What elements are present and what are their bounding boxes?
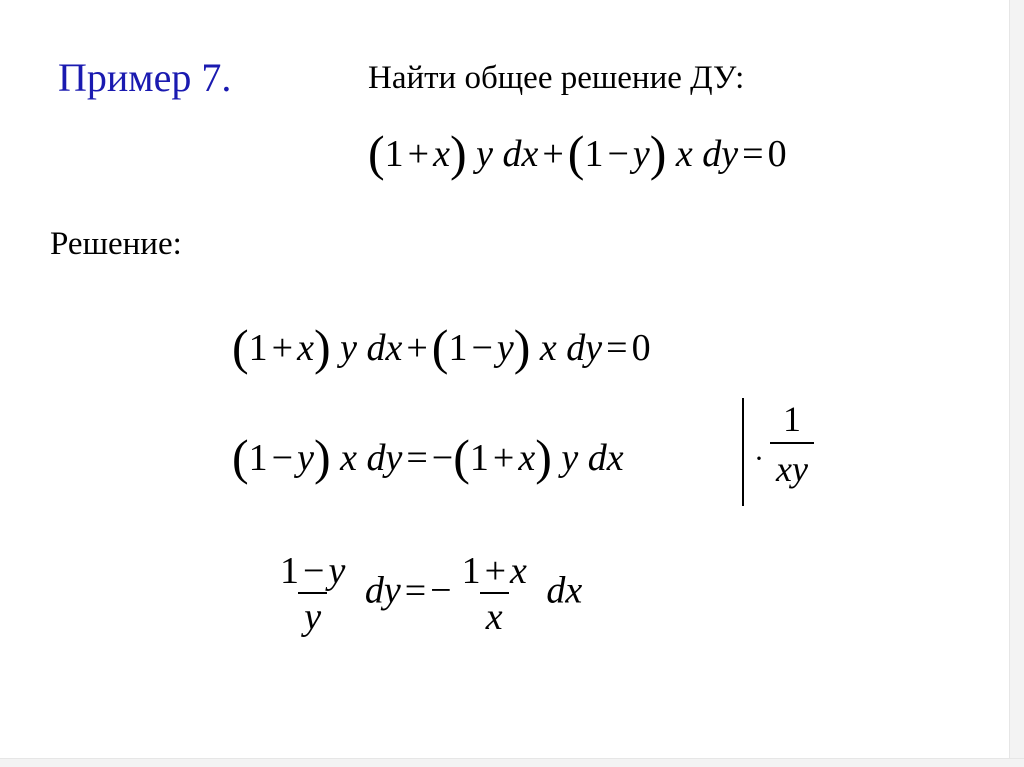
task-statement: Найти общее решение ДУ:	[368, 60, 745, 96]
multiplier-fraction: $\frac{1}{xy}$	[770, 398, 814, 490]
given-equation: (1 + x) y dx +(1 − y) x dy = 0	[368, 125, 787, 181]
solution-equation-2: (1 − y) x dy = −(1 + x) y dx	[232, 429, 624, 485]
slide-title: Пример 7.	[58, 55, 232, 100]
multiply-dot: ·	[754, 442, 764, 475]
slide-right-edge	[1009, 0, 1024, 767]
slide-bottom-edge	[0, 758, 1024, 767]
multiplier-annotation	[742, 398, 808, 506]
solution-equation-3: $\frac{1 - y}{y}$ dy = − $\frac{1 + x}{x}$ dx	[280, 550, 583, 638]
solution-equation-1: (1 + x) y dx +(1 − y) x dy = 0	[232, 319, 651, 375]
solution-label: Решение:	[50, 226, 182, 262]
